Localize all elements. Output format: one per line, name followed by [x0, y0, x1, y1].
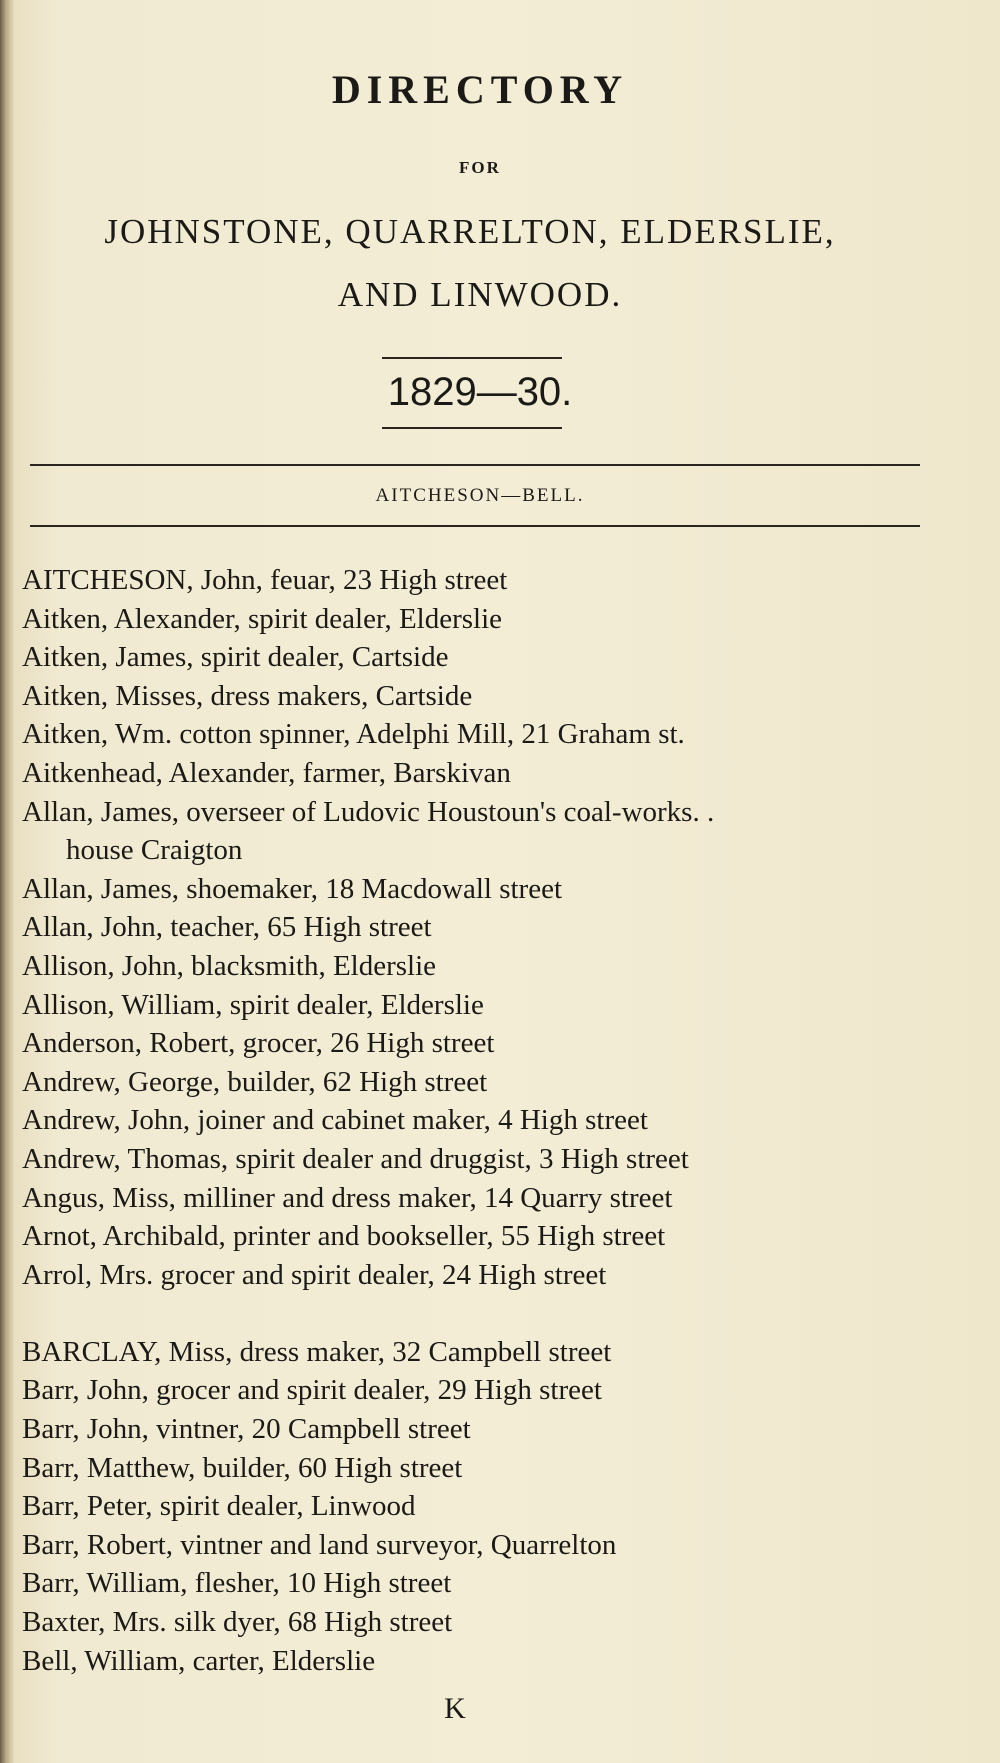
- list-item: Barr, Matthew, builder, 60 High street: [22, 1451, 463, 1484]
- list-item: Allison, William, spirit dealer, Elderslie: [22, 988, 484, 1021]
- list-item: AITCHESON, John, feuar, 23 High street: [22, 564, 508, 596]
- year-range: 1829—30.: [387, 370, 573, 414]
- list-item: Arnot, Archibald, printer and bookseller, 55 High street: [22, 1220, 666, 1253]
- running-head-rule-bottom: [30, 525, 920, 527]
- list-item: Aitkenhead, Alexander, farmer, Barskivan: [22, 756, 511, 789]
- list-item: Angus, Miss, milliner and dress maker, 14 Quarry street: [22, 1181, 673, 1214]
- list-item: Andrew, John, joiner and cabinet maker, 4 High street: [22, 1104, 648, 1137]
- list-item: Barr, John, vintner, 20 Campbell street: [22, 1413, 471, 1446]
- book-spine-edge: [0, 0, 14, 1763]
- list-item: Allan, James, shoemaker, 18 Macdowall street: [22, 872, 563, 905]
- places-line-2: AND LINWOOD.: [337, 275, 623, 314]
- list-item: Anderson, Robert, grocer, 26 High street: [22, 1027, 495, 1060]
- list-item: Arrol, Mrs. grocer and spirit dealer, 24 High street: [22, 1258, 607, 1291]
- list-item: Aitken, James, spirit dealer, Cartside: [22, 641, 449, 674]
- places-line-1: JOHNSTONE, QUARRELTON, ELDERSLIE,: [104, 212, 836, 251]
- section-gap: [22, 1294, 982, 1333]
- page-title: DIRECTORY: [331, 67, 629, 112]
- running-head: AITCHESON—BELL.: [375, 485, 585, 506]
- list-item: Allan, John, teacher, 65 High street: [22, 911, 432, 944]
- directory-entries: [22, 561, 982, 1680]
- divider-rule: [382, 427, 562, 429]
- running-head-rule-top: [30, 464, 920, 466]
- list-item: Barr, William, flesher, 10 High street: [22, 1567, 452, 1600]
- list-item: Aitken, Wm. cotton spinner, Adelphi Mill, 21 Graham st.: [22, 718, 685, 751]
- catchword: K: [444, 1692, 466, 1725]
- list-item: Aitken, Alexander, spirit dealer, Elderslie: [22, 602, 503, 635]
- list-item: Bell, William, carter, Elderslie: [22, 1644, 376, 1677]
- list-item: Andrew, Thomas, spirit dealer and druggist, 3 High street: [22, 1142, 689, 1175]
- list-item: Allison, John, blacksmith, Elderslie: [22, 949, 437, 982]
- list-item-continuation: house Craigton: [66, 834, 243, 867]
- list-item: Allan, James, overseer of Ludovic Houstoun's coal-works. .: [22, 795, 715, 828]
- divider-rule: [382, 357, 562, 359]
- list-item: Andrew, George, builder, 62 High street: [22, 1065, 488, 1098]
- list-item: BARCLAY, Miss, dress maker, 32 Campbell street: [22, 1335, 612, 1368]
- for-label: FOR: [459, 158, 501, 177]
- list-item: Barr, Robert, vintner and land surveyor, Quarrelton: [22, 1528, 617, 1561]
- list-item: Baxter, Mrs. silk dyer, 68 High street: [22, 1606, 453, 1639]
- list-item: Barr, Peter, spirit dealer, Linwood: [22, 1490, 416, 1523]
- list-item: Barr, John, grocer and spirit dealer, 29 High street: [22, 1374, 602, 1407]
- list-item: Aitken, Misses, dress makers, Cartside: [22, 679, 473, 712]
